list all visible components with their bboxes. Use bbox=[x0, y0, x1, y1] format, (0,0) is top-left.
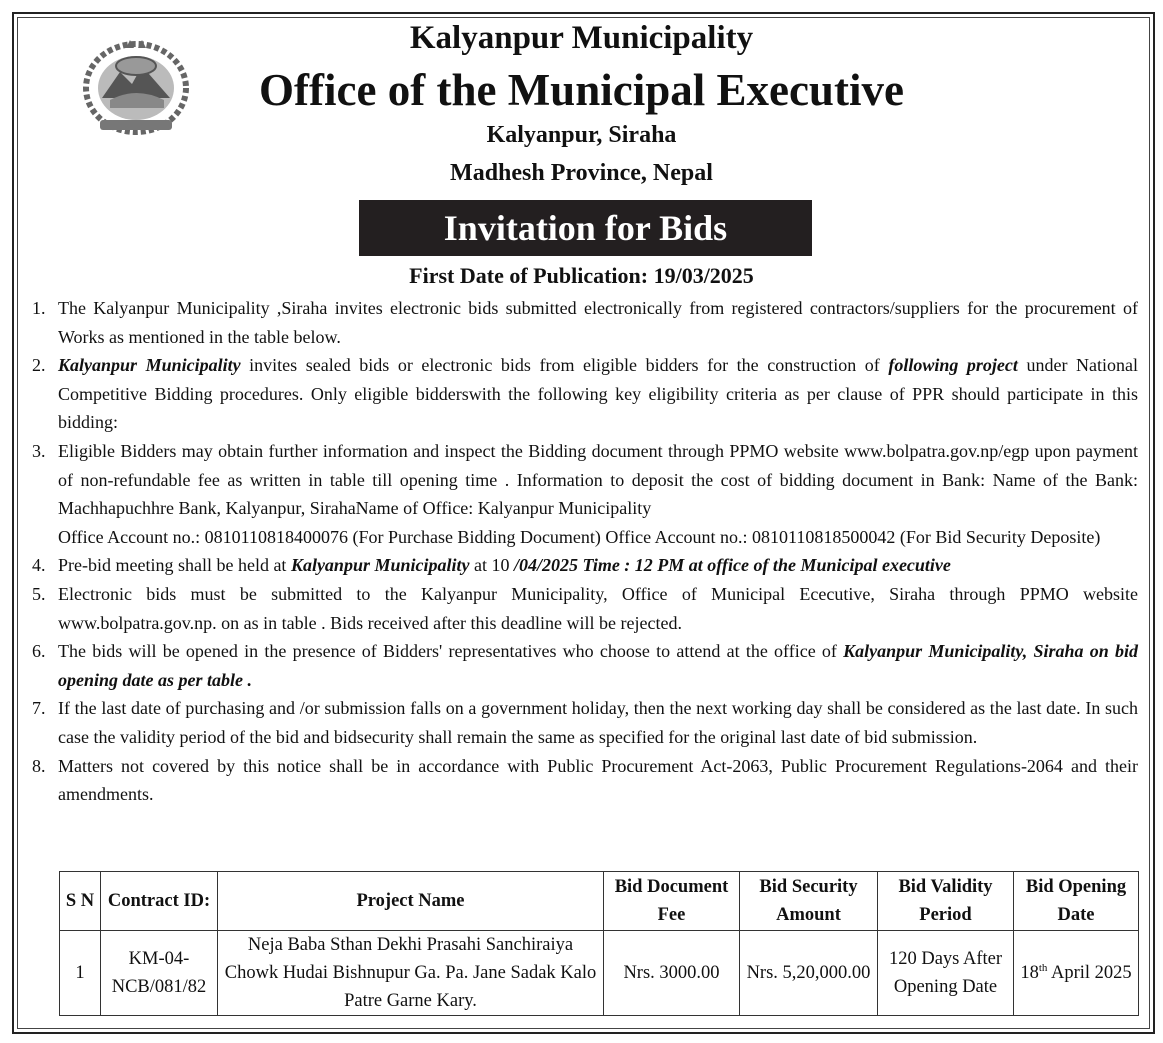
col-header-opening-date: Bid Opening Date bbox=[1014, 872, 1139, 931]
clause-number: 3. bbox=[32, 440, 46, 461]
clause-emphasis: Kalyanpur Municipality bbox=[290, 555, 470, 576]
clause-number: 1. bbox=[32, 298, 46, 318]
opening-month-year: April 2025 bbox=[1047, 963, 1132, 983]
clause-number: 8. bbox=[32, 755, 46, 776]
clause-text: The bids will be opened in the presence of Bidders' representatives who choose to attend at the office of bbox=[58, 641, 844, 662]
table-header-row bbox=[60, 872, 1139, 931]
col-header-sn: S N bbox=[60, 872, 101, 931]
clause-emphasis: /04/2025 Time : 12 PM at office of the Municipal executive bbox=[513, 555, 951, 576]
clause-text: Pre-bid meeting shall be held at bbox=[58, 555, 291, 576]
office-location: Kalyanpur, Siraha bbox=[486, 122, 677, 148]
cell-document-fee: Nrs. 3000.00 bbox=[604, 931, 740, 1016]
clause-text: The Kalyanpur Municipality ,Siraha invites electronic bids submitted electronically from registered contractors/suppliers for the procurement of Works as mentioned in the table below. bbox=[58, 298, 1138, 347]
cell-security-amount: Nrs. 5,20,000.00 bbox=[740, 931, 878, 1016]
opening-day: 18 bbox=[1020, 963, 1039, 983]
clause-number: 2. bbox=[32, 355, 46, 376]
bank-accounts: Office Account no.: 0810110818400076 (For Purchase Bidding Document) Office Account no.: 0810110818500042 (For Bid Security Deposite) bbox=[58, 526, 1101, 547]
cell-validity-period: 120 Days After Opening Date bbox=[878, 931, 1014, 1016]
cell-opening-date bbox=[1014, 931, 1139, 1016]
clause-number: 7. bbox=[32, 698, 46, 719]
clause-number: 5. bbox=[32, 583, 46, 604]
clause-text: Eligible Bidders may obtain further information and inspect the Bidding document through PPMO website www.bolpatra.gov.np/egp upon payment of non-refundable fee as written in table till opening time . Information to deposit the cost of bidding document in Bank: Name of the Bank: Machhapuchhre Bank, Kalyanpur, SirahaName of Office: Kalyanpur Municipality bbox=[58, 440, 1138, 519]
notice-clauses bbox=[20, 294, 1138, 809]
cell-contract-id: KM-04-NCB/081/82 bbox=[101, 931, 218, 1016]
municipality-name: Kalyanpur Municipality bbox=[409, 20, 754, 56]
cell-sn: 1 bbox=[60, 931, 101, 1016]
clause-text: Electronic bids must be submitted to the Kalyanpur Municipality, Office of Municipal Ececutive, Siraha through PPMO website www.bolpatra.gov.np. on as in table . Bids received after this deadline will be rejected. bbox=[58, 583, 1138, 633]
col-header-contract-id: Contract ID: bbox=[101, 872, 218, 931]
clause-number: 4. bbox=[32, 555, 46, 576]
col-header-document-fee: Bid Document Fee bbox=[604, 872, 740, 931]
clause-4 bbox=[20, 551, 1138, 580]
clause-emphasis: following project bbox=[888, 355, 1018, 376]
clause-6 bbox=[20, 637, 1138, 694]
clause-text: invites sealed bids or electronic bids from eligible bidders for the construction of bbox=[240, 355, 889, 376]
table-row bbox=[60, 931, 1139, 1016]
publication-date: First Date of Publication: 19/03/2025 bbox=[409, 263, 754, 288]
opening-day-suffix: th bbox=[1038, 961, 1048, 974]
clause-2 bbox=[20, 351, 1138, 437]
clause-emphasis: Kalyanpur Municipality, Siraha on bid opening date as per table . bbox=[58, 641, 1139, 690]
clause-5 bbox=[20, 580, 1138, 637]
clause-8 bbox=[20, 752, 1138, 809]
clause-7 bbox=[20, 694, 1138, 751]
clause-3 bbox=[20, 437, 1138, 551]
col-header-security-amount: Bid Security Amount bbox=[740, 872, 878, 931]
clause-1 bbox=[20, 294, 1138, 351]
clause-emphasis: Kalyanpur Municipality bbox=[58, 355, 241, 376]
office-title: Office of the Municipal Executive bbox=[259, 65, 904, 115]
cell-project-name: Neja Baba Sthan Dekhi Prasahi Sanchiraiya Chowk Hudai Bishnupur Ga. Pa. Jane Sadak Kalo Patre Garne Kary. bbox=[218, 931, 604, 1016]
col-header-validity-period: Bid Validity Period bbox=[878, 872, 1014, 931]
bid-table bbox=[59, 871, 1139, 1016]
clause-text: under National Competitive Bidding procedures. Only eligible bidderswith the following key eligibility criteria as per clause of PPR should participate in this bidding: bbox=[58, 355, 1138, 433]
clause-text: If the last date of purchasing and /or submission falls on a government holiday, then the next working day shall be considered as the last date. In such case the validity period of the bid and bidsecurity shall remain the same as specified for the original last date of bid submission. bbox=[58, 698, 1138, 747]
clause-number: 6. bbox=[32, 641, 46, 662]
col-header-project-name: Project Name bbox=[218, 872, 604, 931]
clause-text: at 10 bbox=[469, 555, 514, 576]
notice-title-banner: Invitation for Bids bbox=[359, 200, 812, 256]
office-province: Madhesh Province, Nepal bbox=[450, 160, 713, 186]
clause-text: Matters not covered by this notice shall be in accordance with Public Procurement Act-2063, Public Procurement Regulations-2064 and their amendments. bbox=[58, 755, 1138, 805]
